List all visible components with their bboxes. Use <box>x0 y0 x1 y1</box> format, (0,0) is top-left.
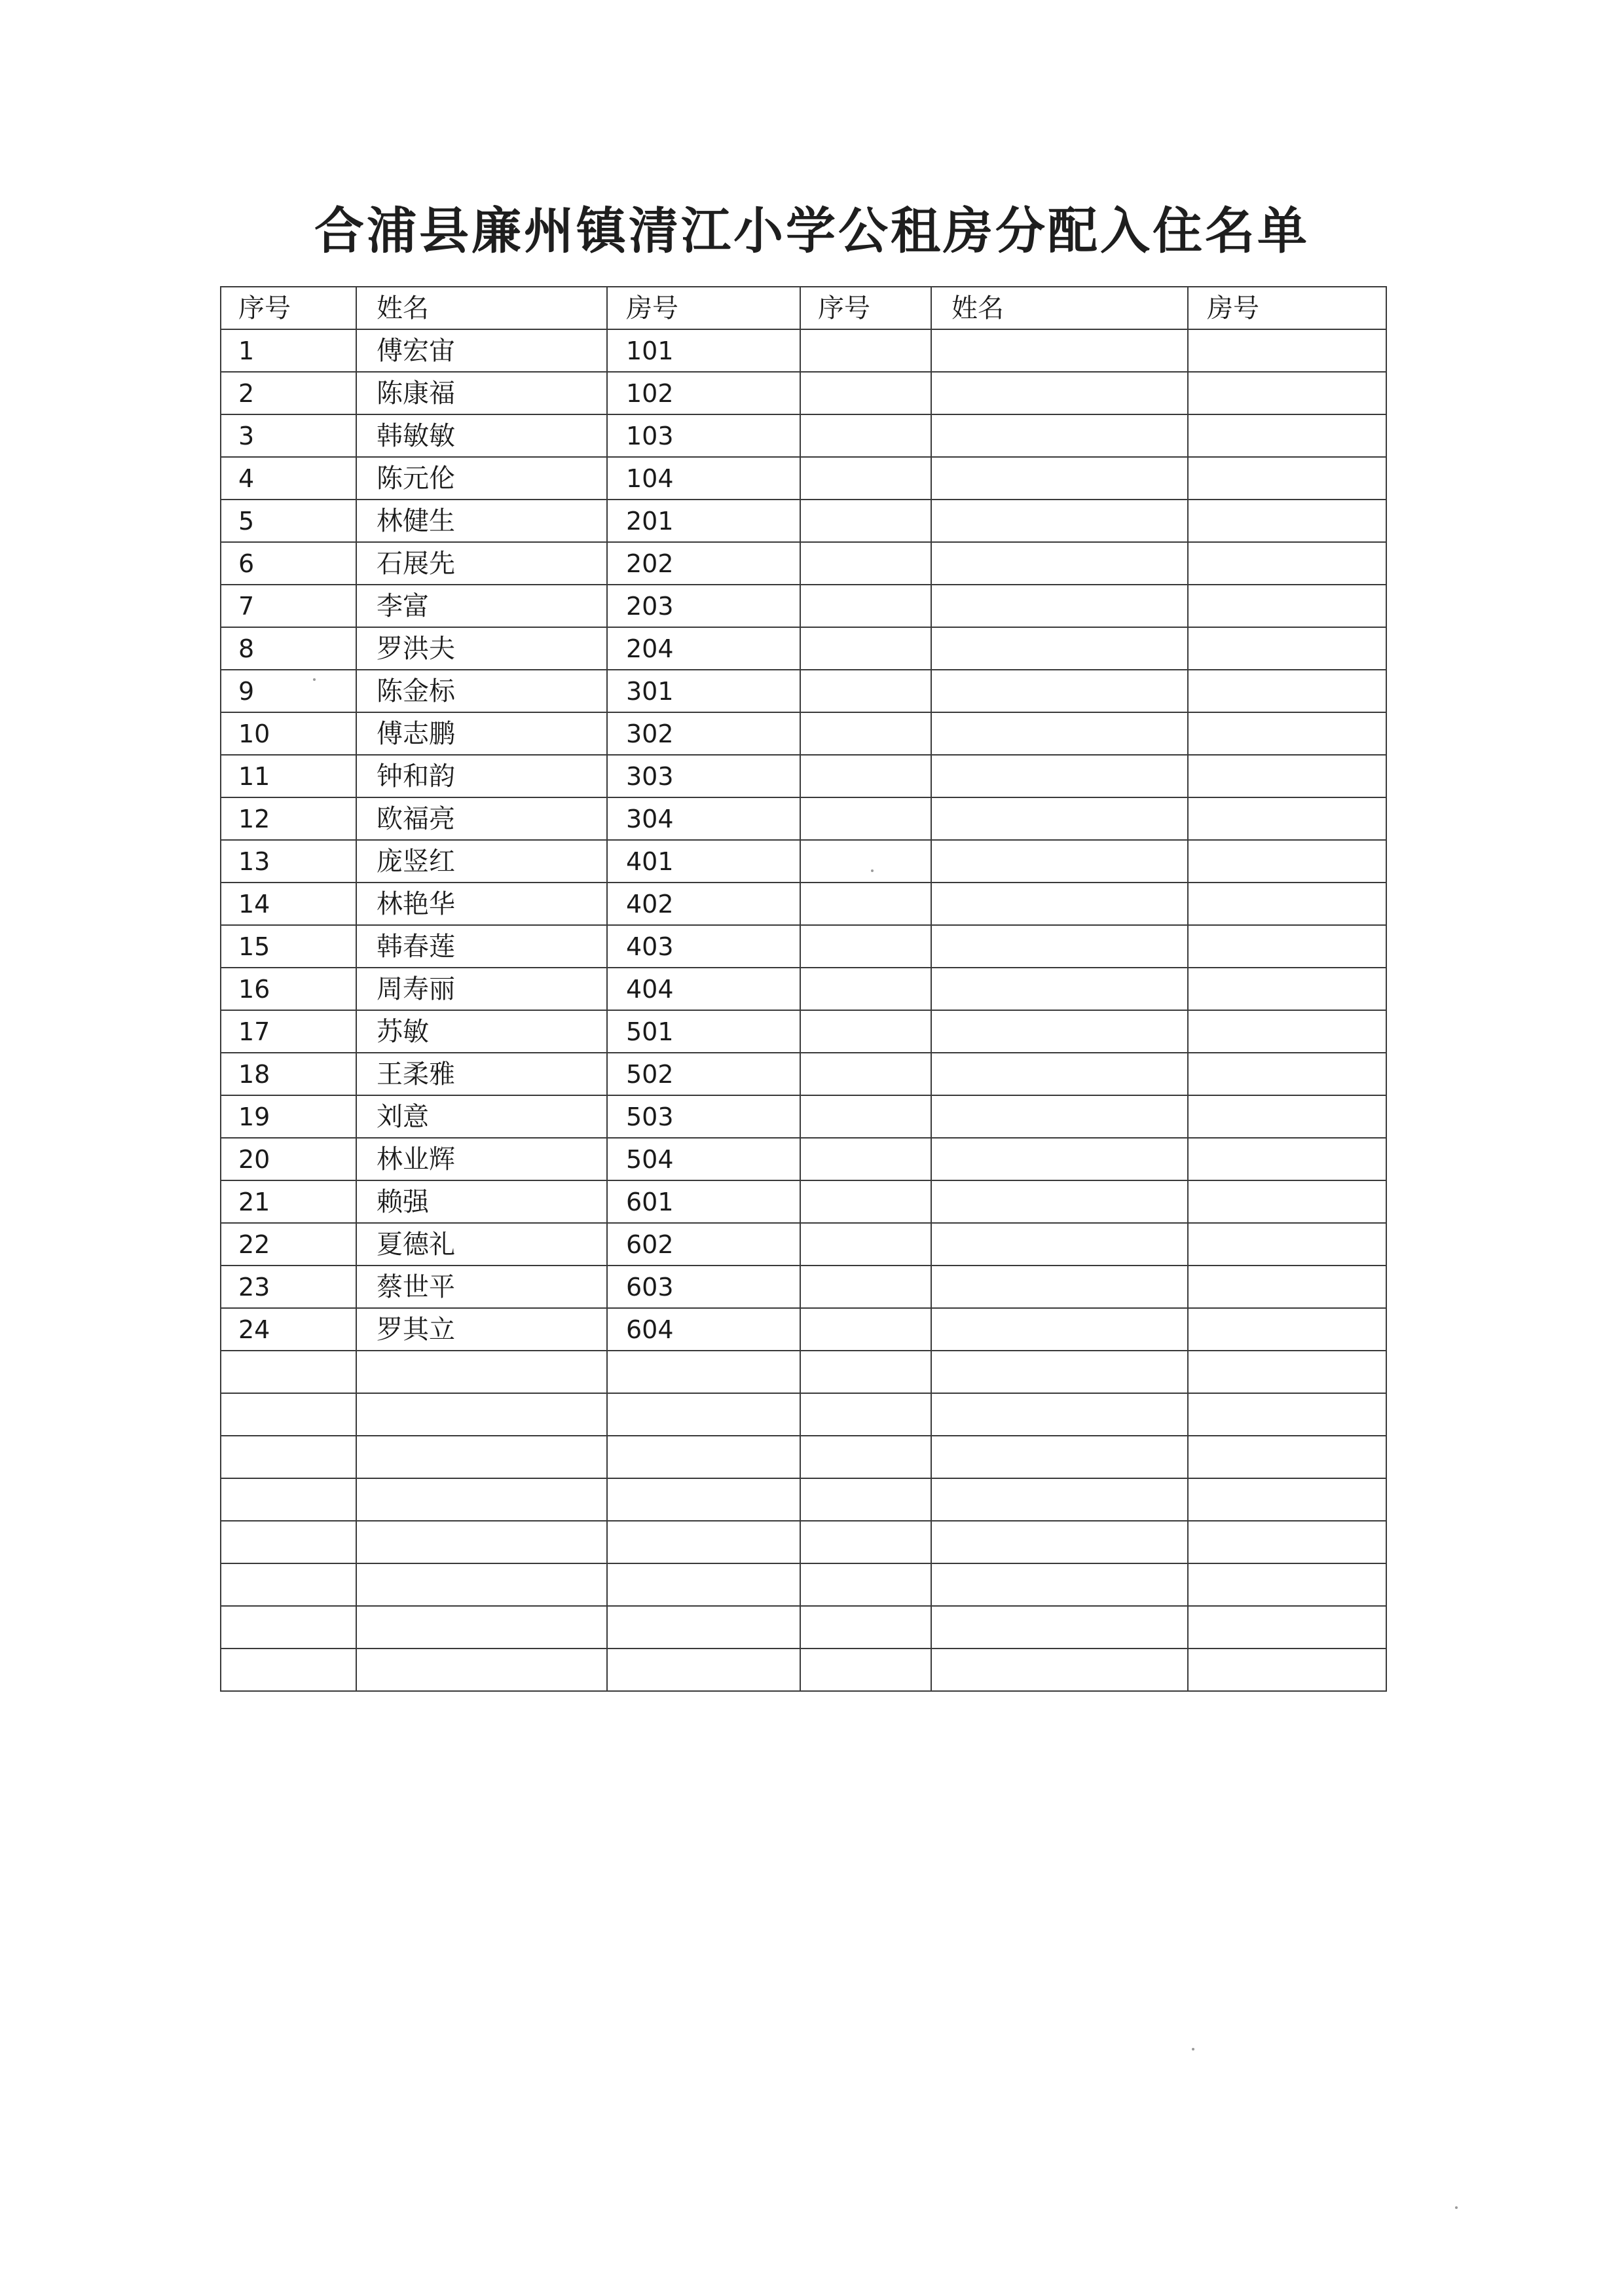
row-room: 103 <box>607 414 800 457</box>
row-room: 203 <box>607 585 800 627</box>
empty-row <box>221 1521 1386 1563</box>
table-row <box>221 797 1386 840</box>
row-room-right <box>1188 797 1386 840</box>
table-row <box>221 1266 1386 1308</box>
allocation-table <box>220 286 1387 1692</box>
table-row <box>221 1095 1386 1138</box>
row-number-right <box>800 968 931 1010</box>
empty-cell <box>1188 1478 1386 1521</box>
empty-cell <box>607 1606 800 1649</box>
allocation-table-body <box>221 287 1386 1691</box>
row-number: 14 <box>221 883 356 925</box>
row-room: 604 <box>607 1308 800 1351</box>
empty-cell <box>800 1649 931 1691</box>
row-room-right <box>1188 1223 1386 1266</box>
row-number: 13 <box>221 840 356 883</box>
row-number-right <box>800 1053 931 1095</box>
row-room: 102 <box>607 372 800 414</box>
empty-cell <box>221 1393 356 1436</box>
empty-row <box>221 1393 1386 1436</box>
row-room-right <box>1188 1095 1386 1138</box>
row-name-right <box>931 542 1188 585</box>
empty-cell <box>931 1351 1188 1393</box>
header-name-right: 姓名 <box>931 287 1188 329</box>
row-room: 502 <box>607 1053 800 1095</box>
row-name: 林艳华 <box>356 883 607 925</box>
table-row <box>221 712 1386 755</box>
row-room: 403 <box>607 925 800 968</box>
row-number-right <box>800 840 931 883</box>
empty-cell <box>931 1606 1188 1649</box>
empty-cell <box>356 1351 607 1393</box>
table-row <box>221 1010 1386 1053</box>
row-number-right <box>800 627 931 670</box>
empty-cell <box>221 1563 356 1606</box>
row-name: 罗其立 <box>356 1308 607 1351</box>
table-row <box>221 329 1386 372</box>
row-number-right <box>800 797 931 840</box>
empty-cell <box>356 1436 607 1478</box>
header-room-left: 房号 <box>607 287 800 329</box>
empty-cell <box>607 1521 800 1563</box>
row-room: 503 <box>607 1095 800 1138</box>
row-room-right <box>1188 414 1386 457</box>
row-name-right <box>931 883 1188 925</box>
row-name-right <box>931 1223 1188 1266</box>
row-name-right <box>931 840 1188 883</box>
row-name-right <box>931 1180 1188 1223</box>
empty-row <box>221 1478 1386 1521</box>
row-number: 17 <box>221 1010 356 1053</box>
empty-cell <box>221 1436 356 1478</box>
header-room-right: 房号 <box>1188 287 1386 329</box>
table-row <box>221 414 1386 457</box>
empty-cell <box>1188 1649 1386 1691</box>
header-number-right: 序号 <box>800 287 931 329</box>
scan-speck <box>1192 2048 1194 2050</box>
row-number: 5 <box>221 500 356 542</box>
row-number: 8 <box>221 627 356 670</box>
row-room-right <box>1188 925 1386 968</box>
row-room-right <box>1188 712 1386 755</box>
row-name-right <box>931 329 1188 372</box>
row-name-right <box>931 1010 1188 1053</box>
row-number: 11 <box>221 755 356 797</box>
empty-cell <box>607 1649 800 1691</box>
row-number: 16 <box>221 968 356 1010</box>
empty-cell <box>221 1351 356 1393</box>
row-name-right <box>931 500 1188 542</box>
row-room-right <box>1188 840 1386 883</box>
row-name-right <box>931 1053 1188 1095</box>
empty-cell <box>356 1521 607 1563</box>
empty-cell <box>356 1606 607 1649</box>
empty-cell <box>221 1606 356 1649</box>
header-number-left: 序号 <box>221 287 356 329</box>
table-row <box>221 840 1386 883</box>
empty-cell <box>221 1521 356 1563</box>
empty-cell <box>356 1478 607 1521</box>
row-name: 李富 <box>356 585 607 627</box>
scan-speck <box>313 678 316 681</box>
row-name-right <box>931 1308 1188 1351</box>
row-name: 钟和韵 <box>356 755 607 797</box>
row-name: 刘意 <box>356 1095 607 1138</box>
row-room-right <box>1188 670 1386 712</box>
empty-cell <box>931 1436 1188 1478</box>
row-name: 林健生 <box>356 500 607 542</box>
row-room-right <box>1188 755 1386 797</box>
row-room-right <box>1188 585 1386 627</box>
row-room: 402 <box>607 883 800 925</box>
row-number-right <box>800 925 931 968</box>
row-room-right <box>1188 968 1386 1010</box>
header-name-left: 姓名 <box>356 287 607 329</box>
row-room: 501 <box>607 1010 800 1053</box>
empty-cell <box>221 1478 356 1521</box>
empty-cell <box>1188 1563 1386 1606</box>
table-row <box>221 457 1386 500</box>
table-row <box>221 1138 1386 1180</box>
table-row <box>221 627 1386 670</box>
empty-row <box>221 1351 1386 1393</box>
empty-cell <box>1188 1606 1386 1649</box>
row-number: 24 <box>221 1308 356 1351</box>
row-number: 23 <box>221 1266 356 1308</box>
scan-speck <box>1455 2206 1458 2209</box>
row-number: 18 <box>221 1053 356 1095</box>
row-number: 1 <box>221 329 356 372</box>
row-room: 101 <box>607 329 800 372</box>
empty-cell <box>1188 1393 1386 1436</box>
empty-cell <box>800 1521 931 1563</box>
row-number-right <box>800 670 931 712</box>
empty-cell <box>800 1478 931 1521</box>
row-name: 夏德礼 <box>356 1223 607 1266</box>
row-number-right <box>800 372 931 414</box>
row-name: 林业辉 <box>356 1138 607 1180</box>
empty-cell <box>1188 1436 1386 1478</box>
table-row <box>221 925 1386 968</box>
table-row <box>221 372 1386 414</box>
row-room-right <box>1188 1308 1386 1351</box>
row-room-right <box>1188 1266 1386 1308</box>
document-title: 合浦县廉州镇清江小学公租房分配入住名单 <box>314 202 1310 260</box>
row-name: 韩春莲 <box>356 925 607 968</box>
row-name: 石展先 <box>356 542 607 585</box>
row-room: 401 <box>607 840 800 883</box>
row-number-right <box>800 755 931 797</box>
row-name: 傅志鹏 <box>356 712 607 755</box>
row-room-right <box>1188 329 1386 372</box>
row-number-right <box>800 585 931 627</box>
table-row <box>221 1053 1386 1095</box>
row-room: 104 <box>607 457 800 500</box>
empty-cell <box>931 1649 1188 1691</box>
empty-cell <box>607 1563 800 1606</box>
row-room: 603 <box>607 1266 800 1308</box>
row-number: 10 <box>221 712 356 755</box>
table-row <box>221 1180 1386 1223</box>
empty-cell <box>800 1563 931 1606</box>
row-name: 周寿丽 <box>356 968 607 1010</box>
row-name-right <box>931 1095 1188 1138</box>
row-number-right <box>800 1010 931 1053</box>
row-number-right <box>800 542 931 585</box>
row-room-right <box>1188 627 1386 670</box>
row-number-right <box>800 1138 931 1180</box>
row-number: 2 <box>221 372 356 414</box>
row-number-right <box>800 500 931 542</box>
row-number: 3 <box>221 414 356 457</box>
row-name-right <box>931 755 1188 797</box>
row-number-right <box>800 883 931 925</box>
empty-cell <box>221 1649 356 1691</box>
row-number-right <box>800 1223 931 1266</box>
empty-cell <box>356 1649 607 1691</box>
row-number: 15 <box>221 925 356 968</box>
row-room: 201 <box>607 500 800 542</box>
empty-row <box>221 1649 1386 1691</box>
empty-cell <box>931 1521 1188 1563</box>
table-row <box>221 968 1386 1010</box>
row-room-right <box>1188 372 1386 414</box>
row-name-right <box>931 797 1188 840</box>
row-room-right <box>1188 1010 1386 1053</box>
empty-cell <box>607 1393 800 1436</box>
row-room: 602 <box>607 1223 800 1266</box>
row-name: 陈金标 <box>356 670 607 712</box>
table-header-row <box>221 287 1386 329</box>
row-room-right <box>1188 883 1386 925</box>
empty-cell <box>800 1351 931 1393</box>
row-name: 苏敏 <box>356 1010 607 1053</box>
row-room: 303 <box>607 755 800 797</box>
row-name: 庞竖红 <box>356 840 607 883</box>
row-name-right <box>931 457 1188 500</box>
row-name-right <box>931 925 1188 968</box>
row-name: 蔡世平 <box>356 1266 607 1308</box>
empty-cell <box>356 1393 607 1436</box>
row-number: 21 <box>221 1180 356 1223</box>
table-row <box>221 883 1386 925</box>
table-row <box>221 670 1386 712</box>
table-row <box>221 755 1386 797</box>
table-row <box>221 585 1386 627</box>
row-number-right <box>800 414 931 457</box>
row-number: 6 <box>221 542 356 585</box>
empty-row <box>221 1436 1386 1478</box>
table-row <box>221 542 1386 585</box>
empty-row <box>221 1563 1386 1606</box>
empty-cell <box>931 1478 1188 1521</box>
empty-cell <box>607 1478 800 1521</box>
row-room: 202 <box>607 542 800 585</box>
row-number: 12 <box>221 797 356 840</box>
row-room: 301 <box>607 670 800 712</box>
empty-row <box>221 1606 1386 1649</box>
row-number-right <box>800 712 931 755</box>
row-name-right <box>931 1266 1188 1308</box>
row-number-right <box>800 1180 931 1223</box>
empty-cell <box>800 1606 931 1649</box>
empty-cell <box>356 1563 607 1606</box>
row-number-right <box>800 1308 931 1351</box>
row-name: 欧福亮 <box>356 797 607 840</box>
empty-cell <box>931 1393 1188 1436</box>
row-number: 19 <box>221 1095 356 1138</box>
row-name-right <box>931 968 1188 1010</box>
row-room: 504 <box>607 1138 800 1180</box>
row-room-right <box>1188 1180 1386 1223</box>
row-room: 601 <box>607 1180 800 1223</box>
empty-cell <box>800 1436 931 1478</box>
row-number: 7 <box>221 585 356 627</box>
row-name: 赖强 <box>356 1180 607 1223</box>
row-room-right <box>1188 542 1386 585</box>
empty-cell <box>1188 1351 1386 1393</box>
row-room: 404 <box>607 968 800 1010</box>
scan-speck <box>871 869 874 872</box>
row-name-right <box>931 627 1188 670</box>
row-number: 20 <box>221 1138 356 1180</box>
row-number: 22 <box>221 1223 356 1266</box>
row-name-right <box>931 712 1188 755</box>
row-room: 204 <box>607 627 800 670</box>
row-name: 王柔雅 <box>356 1053 607 1095</box>
row-room-right <box>1188 457 1386 500</box>
row-number-right <box>800 1266 931 1308</box>
row-name: 韩敏敏 <box>356 414 607 457</box>
row-name-right <box>931 585 1188 627</box>
row-name: 傅宏宙 <box>356 329 607 372</box>
empty-cell <box>1188 1521 1386 1563</box>
row-room: 304 <box>607 797 800 840</box>
row-name-right <box>931 372 1188 414</box>
empty-cell <box>607 1351 800 1393</box>
row-name-right <box>931 414 1188 457</box>
row-number-right <box>800 1095 931 1138</box>
empty-cell <box>800 1393 931 1436</box>
row-number-right <box>800 329 931 372</box>
empty-cell <box>931 1563 1188 1606</box>
row-name: 陈康福 <box>356 372 607 414</box>
table-row <box>221 1308 1386 1351</box>
row-room-right <box>1188 1138 1386 1180</box>
row-name-right <box>931 1138 1188 1180</box>
row-name-right <box>931 670 1188 712</box>
table-row <box>221 1223 1386 1266</box>
row-name: 罗洪夫 <box>356 627 607 670</box>
row-room-right <box>1188 500 1386 542</box>
row-number-right <box>800 457 931 500</box>
row-number: 4 <box>221 457 356 500</box>
row-name: 陈元伦 <box>356 457 607 500</box>
row-room-right <box>1188 1053 1386 1095</box>
empty-cell <box>607 1436 800 1478</box>
table-row <box>221 500 1386 542</box>
row-number: 9 <box>221 670 356 712</box>
row-room: 302 <box>607 712 800 755</box>
